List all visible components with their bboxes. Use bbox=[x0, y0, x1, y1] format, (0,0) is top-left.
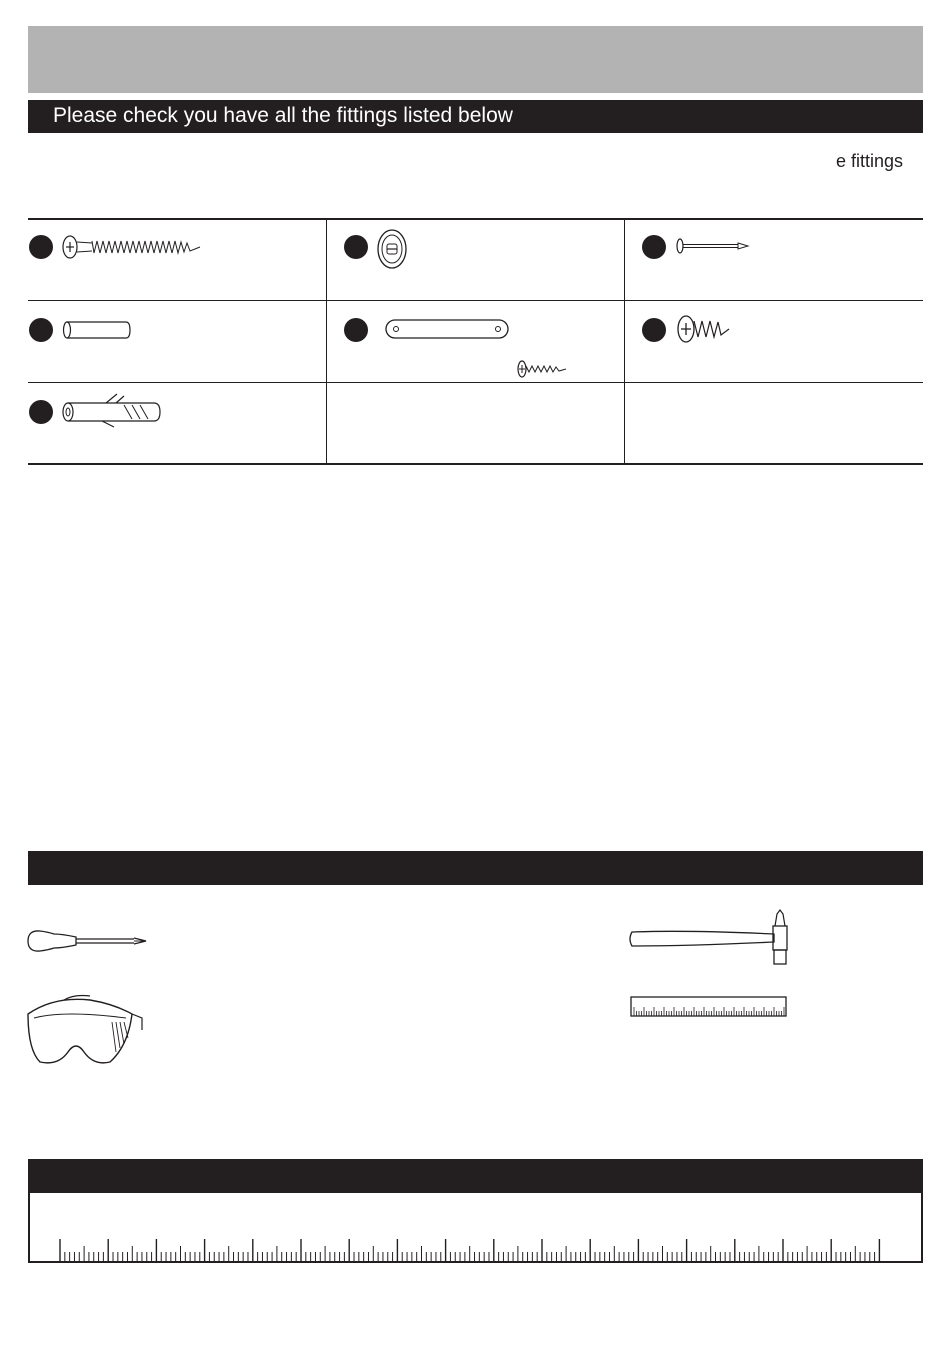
ruler-icon bbox=[630, 996, 788, 1018]
screwdriver-icon bbox=[26, 926, 150, 956]
fitting-badge-g bbox=[29, 400, 53, 424]
table-row-divider bbox=[28, 300, 923, 301]
short-screw-icon bbox=[676, 312, 732, 346]
measuring-scale bbox=[28, 1193, 923, 1263]
safety-glasses-icon bbox=[24, 992, 148, 1070]
plate-screw-icon bbox=[516, 358, 568, 380]
fittings-title-bar bbox=[28, 100, 923, 133]
fitting-badge-d bbox=[29, 318, 53, 342]
nail-icon bbox=[676, 236, 751, 256]
table-column-divider bbox=[624, 220, 625, 465]
measure-title-bar bbox=[28, 1159, 923, 1193]
header-grey-banner bbox=[28, 26, 923, 93]
wall-plug-icon bbox=[62, 392, 162, 428]
scale-ticks bbox=[58, 1237, 918, 1261]
table-row-divider bbox=[28, 382, 923, 383]
hammer-icon bbox=[628, 908, 793, 968]
long-wood-screw-icon bbox=[62, 232, 202, 262]
fittings-note: e fittings bbox=[836, 151, 904, 171]
fitting-badge-b bbox=[344, 235, 368, 259]
cam-lock-icon bbox=[374, 228, 414, 270]
tools-title-bar bbox=[28, 851, 923, 885]
fitting-badge-e bbox=[344, 318, 368, 342]
connector-plate-icon bbox=[384, 318, 514, 342]
fittings-title: Please check you have all the fittings listed below bbox=[53, 104, 513, 127]
fittings-table bbox=[28, 218, 923, 465]
wooden-dowel-icon bbox=[62, 319, 132, 341]
fitting-badge-f bbox=[642, 318, 666, 342]
fitting-badge-a bbox=[29, 235, 53, 259]
table-column-divider bbox=[326, 220, 327, 465]
fitting-badge-c bbox=[642, 235, 666, 259]
